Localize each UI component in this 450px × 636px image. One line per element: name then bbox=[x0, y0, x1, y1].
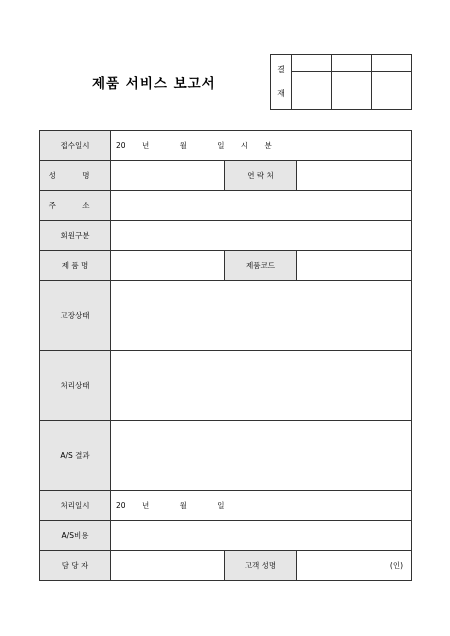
approval-sign-cell-3[interactable] bbox=[372, 72, 412, 110]
name-label: 성 명 bbox=[40, 161, 111, 191]
row-product bbox=[40, 251, 412, 281]
processing-month-unit: 월 bbox=[179, 501, 187, 510]
reception-minute-unit: 분 bbox=[264, 141, 272, 150]
address-label: 주 소 bbox=[40, 191, 111, 221]
approval-sign-cell-1[interactable] bbox=[292, 72, 332, 110]
row-processing-date bbox=[40, 491, 412, 521]
approval-label bbox=[271, 55, 292, 110]
customer-signature-field[interactable] bbox=[297, 551, 412, 581]
approval-header-cell-2[interactable] bbox=[332, 55, 372, 72]
processing-status-label: 처리상태 bbox=[40, 351, 111, 421]
as-cost-field[interactable] bbox=[111, 521, 412, 551]
reception-hour-unit: 시 bbox=[240, 141, 249, 150]
as-result-label: A/S 결과 bbox=[40, 421, 111, 491]
contact-label: 연 락 처 bbox=[225, 161, 297, 191]
reception-year-prefix: 20 bbox=[116, 141, 126, 150]
fault-status-label: 고장상태 bbox=[40, 281, 111, 351]
reception-datetime-field[interactable] bbox=[111, 131, 412, 161]
product-name-field[interactable] bbox=[111, 251, 225, 281]
row-processing-status bbox=[40, 351, 412, 421]
reception-month-unit: 월 bbox=[179, 141, 187, 150]
row-fault-status bbox=[40, 281, 412, 351]
seal-mark: (인) bbox=[389, 561, 404, 570]
approval-sign-cell-2[interactable] bbox=[332, 72, 372, 110]
row-reception-datetime bbox=[40, 131, 412, 161]
processing-status-field[interactable] bbox=[111, 351, 412, 421]
approval-header-cell-3[interactable] bbox=[372, 55, 412, 72]
row-member-type bbox=[40, 221, 412, 251]
member-type-field[interactable] bbox=[111, 221, 412, 251]
fault-status-field[interactable] bbox=[111, 281, 412, 351]
product-code-field[interactable] bbox=[297, 251, 412, 281]
processing-year-prefix: 20 bbox=[116, 501, 126, 510]
manager-field[interactable] bbox=[111, 551, 225, 581]
product-name-label: 제 품 명 bbox=[40, 251, 111, 281]
product-code-label: 제품코드 bbox=[225, 251, 297, 281]
report-form bbox=[39, 130, 412, 581]
row-address bbox=[40, 191, 412, 221]
row-as-cost bbox=[40, 521, 412, 551]
reception-year-unit: 년 bbox=[141, 141, 150, 150]
processing-day-unit: 일 bbox=[217, 501, 225, 510]
approval-box bbox=[270, 54, 412, 110]
as-result-field[interactable] bbox=[111, 421, 412, 491]
contact-field[interactable] bbox=[297, 161, 412, 191]
name-field[interactable] bbox=[111, 161, 225, 191]
row-name-contact bbox=[40, 161, 412, 191]
reception-day-unit: 일 bbox=[217, 141, 225, 150]
processing-date-field[interactable] bbox=[111, 491, 412, 521]
address-field[interactable] bbox=[111, 191, 412, 221]
processing-date-label: 처리일시 bbox=[40, 491, 111, 521]
manager-label: 담 당 자 bbox=[40, 551, 111, 581]
row-as-result bbox=[40, 421, 412, 491]
customer-name-label: 고객 성명 bbox=[225, 551, 297, 581]
approval-label-bottom: 재 bbox=[277, 89, 285, 98]
approval-header-cell-1[interactable] bbox=[292, 55, 332, 72]
as-cost-label: A/S비용 bbox=[40, 521, 111, 551]
processing-year-unit: 년 bbox=[141, 501, 150, 510]
reception-datetime-label: 접수일시 bbox=[40, 131, 111, 161]
member-type-label: 회원구분 bbox=[40, 221, 111, 251]
document-title: 제품 서비스 보고서 bbox=[92, 76, 216, 92]
row-manager-customer bbox=[40, 551, 412, 581]
approval-label-top: 결 bbox=[277, 65, 285, 74]
